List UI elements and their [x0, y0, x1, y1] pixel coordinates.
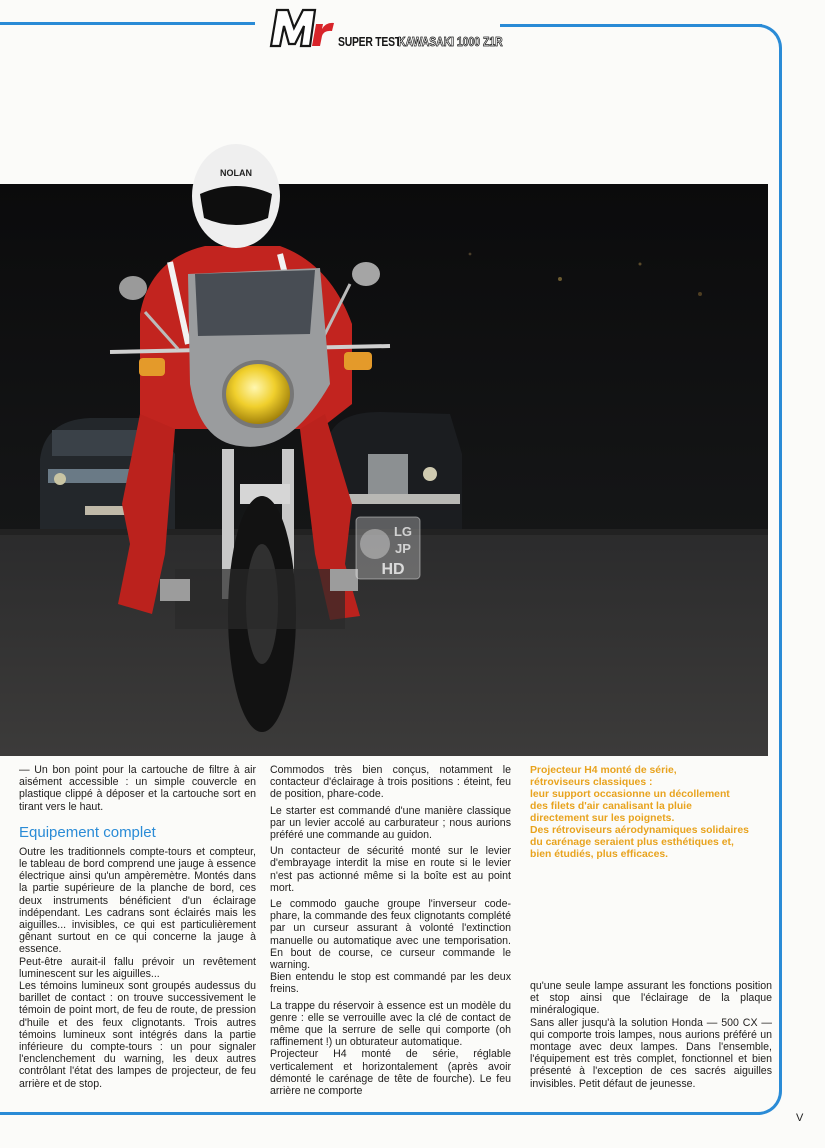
caption-line: directement sur les poignets.	[530, 813, 675, 824]
paragraph: Commodos très bien conçus, notamment le contacteur d'éclairage à trois positions : éteint, feu de position, phare-code.	[270, 764, 511, 801]
model-title: KAWASAKI 1000 Z1R	[398, 34, 503, 49]
article-column-3	[530, 980, 772, 1094]
watermark-line-3: HD	[381, 561, 405, 578]
paragraph: Sans aller jusqu'à la solution Honda — 500 CX — qui comporte trois lampes, nous aurions préféré un montage avec deux lampes. Dans l'ensemble, l'équipement est très complet, fonctionnel et bien présenté à l'exception de ces sacrés aiguilles invisibles. Petit défaut de jeunesse.	[530, 1016, 772, 1090]
paragraph: Le starter est commandé d'une manière classique par un levier accolé au carburateur ; nous aurions préféré une commande au guidon.	[270, 804, 511, 842]
page-number: V	[796, 1112, 804, 1124]
paragraph: Un contacteur de sécurité monté sur le levier d'embrayage interdit la mise en route si le levier n'est pas actionné même si la boîte est au point mort.	[270, 845, 511, 894]
paragraph: Les témoins lumineux sont groupés audessus du barillet de contact : on trouve successivement le témoin de point mort, de feu de route, de pression d'huile et des feux clignotants. Trois autres témoins lumineux sont intégrés dans la partie inférieure du compte-tours : un pour signaler l'enclenchement du warning, les deux autres contrôlant l'état des lampes de projecteur, de feu arrière et de stop.	[19, 980, 256, 1090]
paragraph: Le commodo gauche groupe l'inverseur code-phare, la commande des feux clignotants complété par un curseur assurant à volonté l'extinction manuelle ou automatique avec une temporisation. En bout de course, ce curseur commande le warning.	[270, 898, 511, 972]
caption-line: Des rétroviseurs aérodynamiques solidaires	[530, 825, 749, 836]
paragraph: Outre les traditionnels compte-tours et compteur, le tableau de bord comprend une jauge à essence électrique ainsi qu'un ampèremètre. Montés dans la partie supérieure de la planche de bord, ces deux instruments bénéficient d'un éclairage indépendant. Les cadrans sont éclairés mais les aiguilles... invisibles, ce qui est particulièrement gênant surtout en ce qui concerne la jauge à essence.	[19, 845, 256, 956]
caption-line: leur support occasionne un décollement	[530, 789, 730, 800]
paragraph: La trappe du réservoir à essence est un modèle du genre : elle se verrouille avec la clé de contact de même que la serrure de selle qui comporte (oh raffinement !) un obturateur automatique.	[270, 999, 511, 1049]
intro-paragraph: — Un bon point pour la cartouche de filtre à air aisément accessible : un simple couvercle en plastique clippé à déposer et la cartouche sort en tirant vers le haut.	[19, 764, 256, 813]
paragraph: Projecteur H4 monté de série, réglable verticalement et horizontalement (après avoir démonté le carénage de tête de fourche). Le feu arrière ne comporte	[270, 1048, 511, 1098]
caption-line: bien étudiés, plus efficaces.	[530, 849, 669, 860]
section-heading: Equipement complet	[19, 823, 156, 841]
caption-line: Projecteur H4 monté de série,	[530, 765, 677, 776]
caption-line: des filets d'air canalisant la pluie	[530, 801, 692, 812]
watermark-line-1: LG	[393, 524, 413, 539]
helmet-brand-text: NOLAN	[220, 168, 252, 178]
frame-top-line-right	[500, 24, 762, 27]
photo-caption	[530, 765, 772, 861]
paragraph: qu'une seule lampe assurant les fonctions position et stop ainsi que l'éclairage de la plaque minéralogique.	[530, 980, 772, 1017]
article-column-2	[270, 764, 511, 1101]
paragraph: Bien entendu le stop est commandé par les deux freins.	[270, 971, 511, 996]
watermark-line-2: JP	[395, 541, 411, 556]
motorcycle-photo	[0, 168, 768, 756]
frame-bottom-line	[0, 1112, 760, 1115]
caption-line: rétroviseurs classiques :	[530, 777, 653, 788]
moto-revue-logo	[268, 6, 336, 50]
caption-line: du carénage seraient plus esthétiques et,	[530, 837, 734, 848]
paragraph: Peut-être aurait-il fallu prévoir un revêtement luminescent sur les aiguilles...	[19, 955, 256, 980]
watermark-badge	[355, 516, 421, 580]
frame-top-line	[0, 22, 255, 25]
article-column-1	[19, 764, 256, 1094]
section-label: SUPER TEST	[338, 34, 401, 49]
